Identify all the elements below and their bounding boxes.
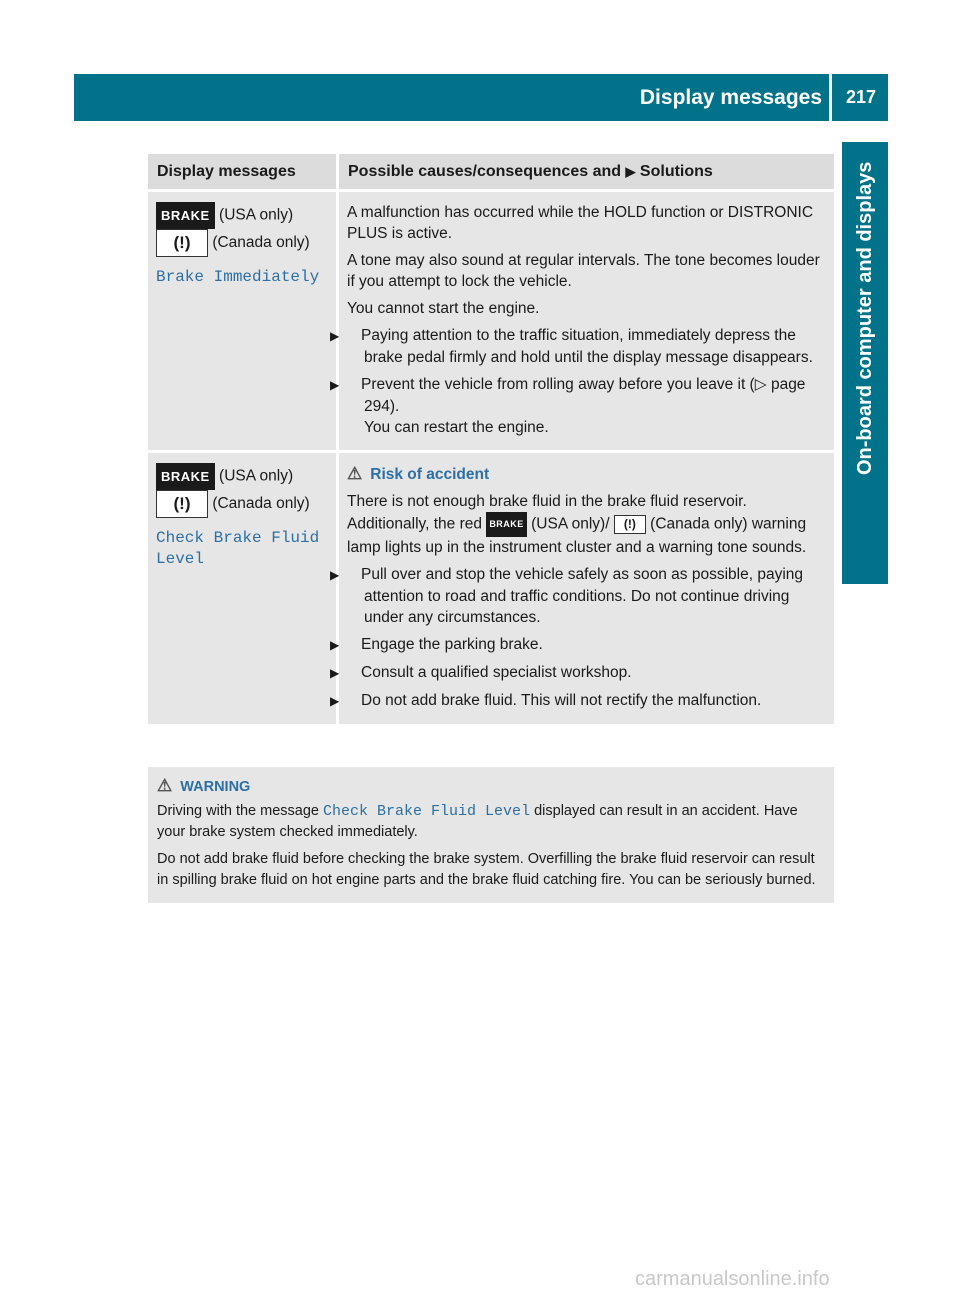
step-arrow-icon: ▶ — [330, 666, 340, 680]
message-cell — [148, 191, 338, 452]
step-arrow-icon: ▶ — [330, 378, 340, 392]
step-arrow-icon: ▶ — [330, 638, 340, 652]
cause-paragraph: A tone may also sound at regular intervals. The tone becomes louder if you attempt to lock the vehicle. — [347, 252, 820, 290]
warning-text: displayed can result in an accident. Have your brake system checked immediately. — [157, 803, 798, 840]
step-result: You can restart the engine. — [364, 419, 549, 436]
cause-text: There is not enough brake fluid in the brake fluid reservoir. Additionally, the red — [347, 493, 747, 533]
brake-warning-icon: BRAKE — [486, 512, 527, 537]
section-tab — [842, 536, 888, 584]
solution-step — [330, 690, 826, 712]
section-sidebar — [842, 142, 888, 584]
cause-text: (Canada only) warning lamp lights up in the instrument cluster and a warning tone sounds. — [347, 515, 807, 556]
usa-only-label: (USA only) — [219, 467, 294, 485]
brake-canada-warning-icon: (!) — [156, 490, 208, 518]
step-text: Paying attention to the traffic situation, immediately depress the brake pedal firmly and hold until the display message disappears. — [361, 327, 813, 366]
watermark: carmanualsonline.info — [635, 1268, 830, 1290]
step-arrow-icon: ▶ — [330, 694, 340, 708]
causes-cell — [330, 191, 835, 452]
brake-warning-icon: BRAKE — [156, 463, 215, 490]
warning-paragraph: Do not add brake fluid before checking the brake system. Overfilling the brake fluid reservoir can result in spilling brake fluid on hot engine parts and the brake fluid catching fire. You can be seriously burned. — [157, 851, 816, 888]
warning-box — [148, 767, 834, 903]
step-arrow-icon: ▶ — [330, 568, 340, 582]
usa-only-label: (USA only) — [219, 206, 294, 224]
warning-title-text: WARNING — [180, 779, 251, 795]
brake-canada-warning-icon: (!) — [156, 229, 208, 257]
warning-message-text: Check Brake Fluid Level — [323, 803, 531, 820]
warning-paragraph — [157, 801, 826, 843]
brake-canada-warning-icon: (!) — [614, 515, 646, 534]
cause-paragraph: You cannot start the engine. — [347, 300, 540, 317]
arrow-icon: ▶ — [625, 164, 636, 179]
header-divider — [829, 74, 832, 121]
col-header-messages: Display messages — [148, 154, 338, 191]
step-text: Engage the parking brake. — [361, 636, 543, 653]
cause-paragraph: A malfunction has occurred while the HOLD function or DISTRONIC PLUS is active. — [347, 204, 814, 242]
header-title: Display messages — [639, 86, 822, 109]
risk-label: Risk of accident — [370, 466, 490, 483]
solution-step — [330, 662, 826, 684]
cause-paragraph — [347, 491, 826, 558]
table-header-row — [148, 154, 834, 191]
col-header-causes — [338, 154, 835, 191]
warning-triangle-icon: ⚠ — [347, 464, 363, 483]
page-number: 217 — [845, 87, 877, 107]
display-message-text: Check Brake Fluid Level — [156, 529, 320, 568]
warning-title — [157, 775, 826, 798]
step-text: Pull over and stop the vehicle safely as soon as possible, paying attention to road and traffic conditions. Do not continue driving under any circumstances. — [361, 566, 804, 626]
section-label: On-board computer and displays — [854, 162, 876, 476]
brake-warning-icon: BRAKE — [156, 202, 215, 229]
solution-step — [330, 374, 826, 417]
step-text: Do not add brake fluid. This will not rectify the malfunction. — [361, 692, 762, 709]
solution-step — [330, 325, 826, 368]
solution-step — [330, 564, 826, 628]
solution-step — [330, 634, 826, 656]
canada-only-label: (Canada only) — [212, 495, 310, 513]
risk-heading — [347, 463, 826, 485]
step-arrow-icon: ▶ — [330, 329, 340, 343]
display-message-text: Brake Immediately — [156, 268, 320, 286]
table-row — [148, 191, 834, 452]
display-messages-table — [148, 154, 834, 724]
message-cell — [148, 452, 338, 725]
canada-only-label: (Canada only) — [212, 234, 310, 252]
causes-cell — [330, 452, 835, 725]
table-row — [148, 452, 834, 725]
cause-text: (USA only)/ — [531, 515, 610, 533]
step-text: Consult a qualified specialist workshop. — [361, 664, 632, 681]
warning-triangle-icon: ⚠ — [157, 776, 173, 795]
step-text: Prevent the vehicle from rolling away before you leave it (▷ page 294). — [361, 376, 806, 415]
col-header-solutions-text: Solutions — [639, 163, 713, 180]
col-header-causes-text: Possible causes/consequences and — [348, 163, 622, 180]
page-header — [74, 74, 888, 121]
warning-text: Driving with the message — [157, 803, 319, 819]
